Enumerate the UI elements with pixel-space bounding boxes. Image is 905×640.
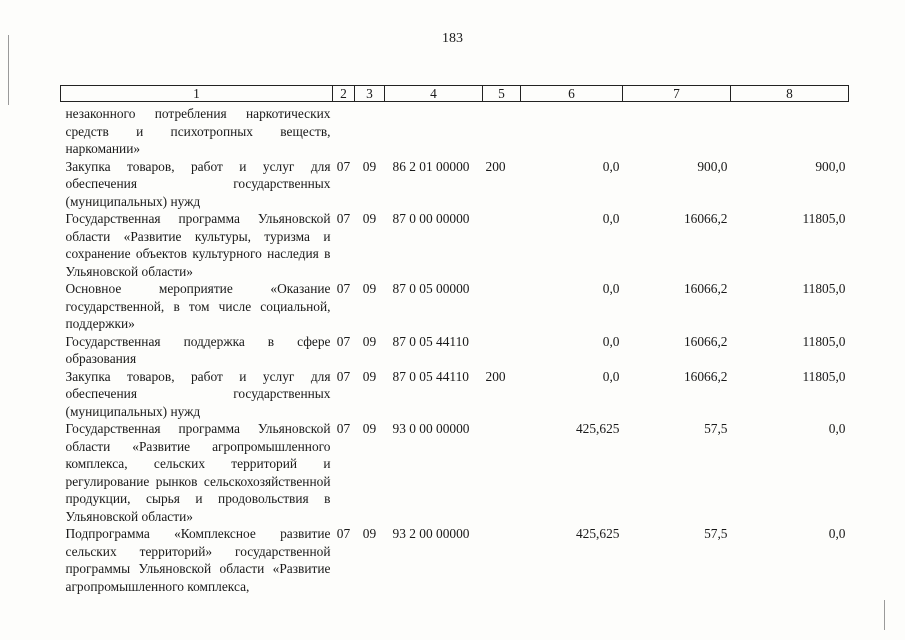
row-cell-c2: 07 <box>336 281 351 296</box>
row-cell-c3 <box>355 102 385 158</box>
row-cell-c5 <box>483 525 521 595</box>
row-cell-c5 <box>483 333 521 368</box>
row-name-cell: Государственная программа Ульяновской области «Развитие культуры, туризма и сохранение объектов культурного наследия в Ульяновской области» <box>65 211 331 279</box>
row-cell-c7 <box>623 102 731 158</box>
budget-table <box>60 85 849 595</box>
row-name-cell: Государственная программа Ульяновской области «Развитие агропромышленного комплекса, сельских территорий и регулирование рынков сельскохозяйственной продукции, сырья и продовольствия в Ульяновской области» <box>65 421 331 524</box>
header-col-8: 8 <box>731 86 849 102</box>
row-cell-c5: 200 <box>485 158 506 174</box>
row-cell-c8: 0,0 <box>828 526 846 541</box>
row-cell-c6 <box>521 102 623 158</box>
row-cell-c2: 07 <box>336 158 351 174</box>
row-cell-c7: 57,5 <box>704 526 728 541</box>
row-cell-c3: 09 <box>362 421 377 436</box>
row-cell-c4: 86 2 01 00000 <box>392 158 470 174</box>
row-cell-c8: 11805,0 <box>802 211 846 226</box>
row-cell-c6: 0,0 <box>602 368 620 384</box>
row-cell-c8: 0,0 <box>828 421 846 436</box>
row-cell-c3: 09 <box>362 281 377 296</box>
row-cell-c2: 07 <box>336 211 351 226</box>
row-name-cell: Основное мероприятие «Оказание государственной, в том числе социальной, поддержки» <box>65 281 331 331</box>
row-cell-c4: 93 2 00 00000 <box>392 526 470 541</box>
page-number: 183 <box>442 31 463 46</box>
row-cell-c6: 0,0 <box>602 158 620 174</box>
row-cell-c4: 87 0 05 44110 <box>392 368 469 384</box>
row-cell-c6: 0,0 <box>602 333 620 349</box>
row-cell-c8: 900,0 <box>815 158 846 174</box>
row-cell-c2 <box>333 102 355 158</box>
row-cell-c3: 09 <box>362 158 377 174</box>
row-cell-c7: 16066,2 <box>683 281 728 296</box>
row-cell-c2: 07 <box>336 526 351 541</box>
row-cell-c2: 07 <box>336 368 351 384</box>
row-cell-c7: 16066,2 <box>683 368 728 384</box>
scan-mark-right <box>884 600 885 630</box>
row-cell-c4: 87 0 00 00000 <box>392 211 470 226</box>
header-col-1: 1 <box>61 86 333 102</box>
header-col-7: 7 <box>623 86 731 102</box>
row-cell-c5 <box>483 280 521 333</box>
table-row <box>61 420 849 525</box>
row-cell-c2: 07 <box>336 421 351 436</box>
row-cell-c6: 0,0 <box>602 211 620 226</box>
table-row <box>61 280 849 333</box>
header-col-5: 5 <box>483 86 521 102</box>
row-cell-c4: 87 0 05 00000 <box>392 281 470 296</box>
row-name-cell: Закупка товаров, работ и услуг для обеспечения государственных (муниципальных) нужд <box>65 368 331 419</box>
row-cell-c4: 93 0 00 00000 <box>392 421 470 436</box>
row-cell-c8: 11805,0 <box>802 333 846 349</box>
row-cell-c5 <box>483 420 521 525</box>
table-row <box>61 333 849 368</box>
row-cell-c6: 0,0 <box>602 281 620 296</box>
row-cell-c4 <box>385 102 483 158</box>
row-cell-c7: 57,5 <box>704 421 728 436</box>
header-col-3: 3 <box>355 86 385 102</box>
row-name-cell: Закупка товаров, работ и услуг для обеспечения государственных (муниципальных) нужд <box>65 158 331 209</box>
row-name-cell: Государственная поддержка в сфере образования <box>65 333 331 366</box>
row-cell-c5 <box>483 210 521 280</box>
row-cell-c8: 11805,0 <box>802 368 846 384</box>
row-cell-c6: 425,625 <box>575 421 620 436</box>
table-row <box>61 368 849 421</box>
table-row <box>61 102 849 158</box>
row-cell-c4: 87 0 05 44110 <box>392 333 469 349</box>
table-row <box>61 525 849 595</box>
row-name-cell: Подпрограмма «Комплексное развитие сельских территорий» государственной программы Ульяновской области «Развитие агропромышленного комплекса, <box>65 526 331 594</box>
row-cell-c2: 07 <box>336 333 351 349</box>
row-cell-c3: 09 <box>362 211 377 226</box>
header-col-4: 4 <box>385 86 483 102</box>
table-row <box>61 158 849 211</box>
row-cell-c3: 09 <box>362 368 377 384</box>
header-col-6: 6 <box>521 86 623 102</box>
row-cell-c7: 900,0 <box>697 158 728 174</box>
row-cell-c3: 09 <box>362 333 377 349</box>
table-header-row <box>61 86 849 102</box>
row-cell-c8 <box>731 102 849 158</box>
scan-mark-left <box>8 35 9 105</box>
row-cell-c8: 11805,0 <box>802 281 846 296</box>
row-name-cell: незаконного потребления наркотических средств и психотропных веществ, наркомании» <box>65 106 331 156</box>
row-cell-c5: 200 <box>485 368 506 384</box>
row-cell-c7: 16066,2 <box>683 211 728 226</box>
table-row <box>61 210 849 280</box>
row-cell-c7: 16066,2 <box>683 333 728 349</box>
row-cell-c3: 09 <box>362 526 377 541</box>
header-col-2: 2 <box>333 86 355 102</box>
row-cell-c5 <box>483 102 521 158</box>
row-cell-c6: 425,625 <box>575 526 620 541</box>
